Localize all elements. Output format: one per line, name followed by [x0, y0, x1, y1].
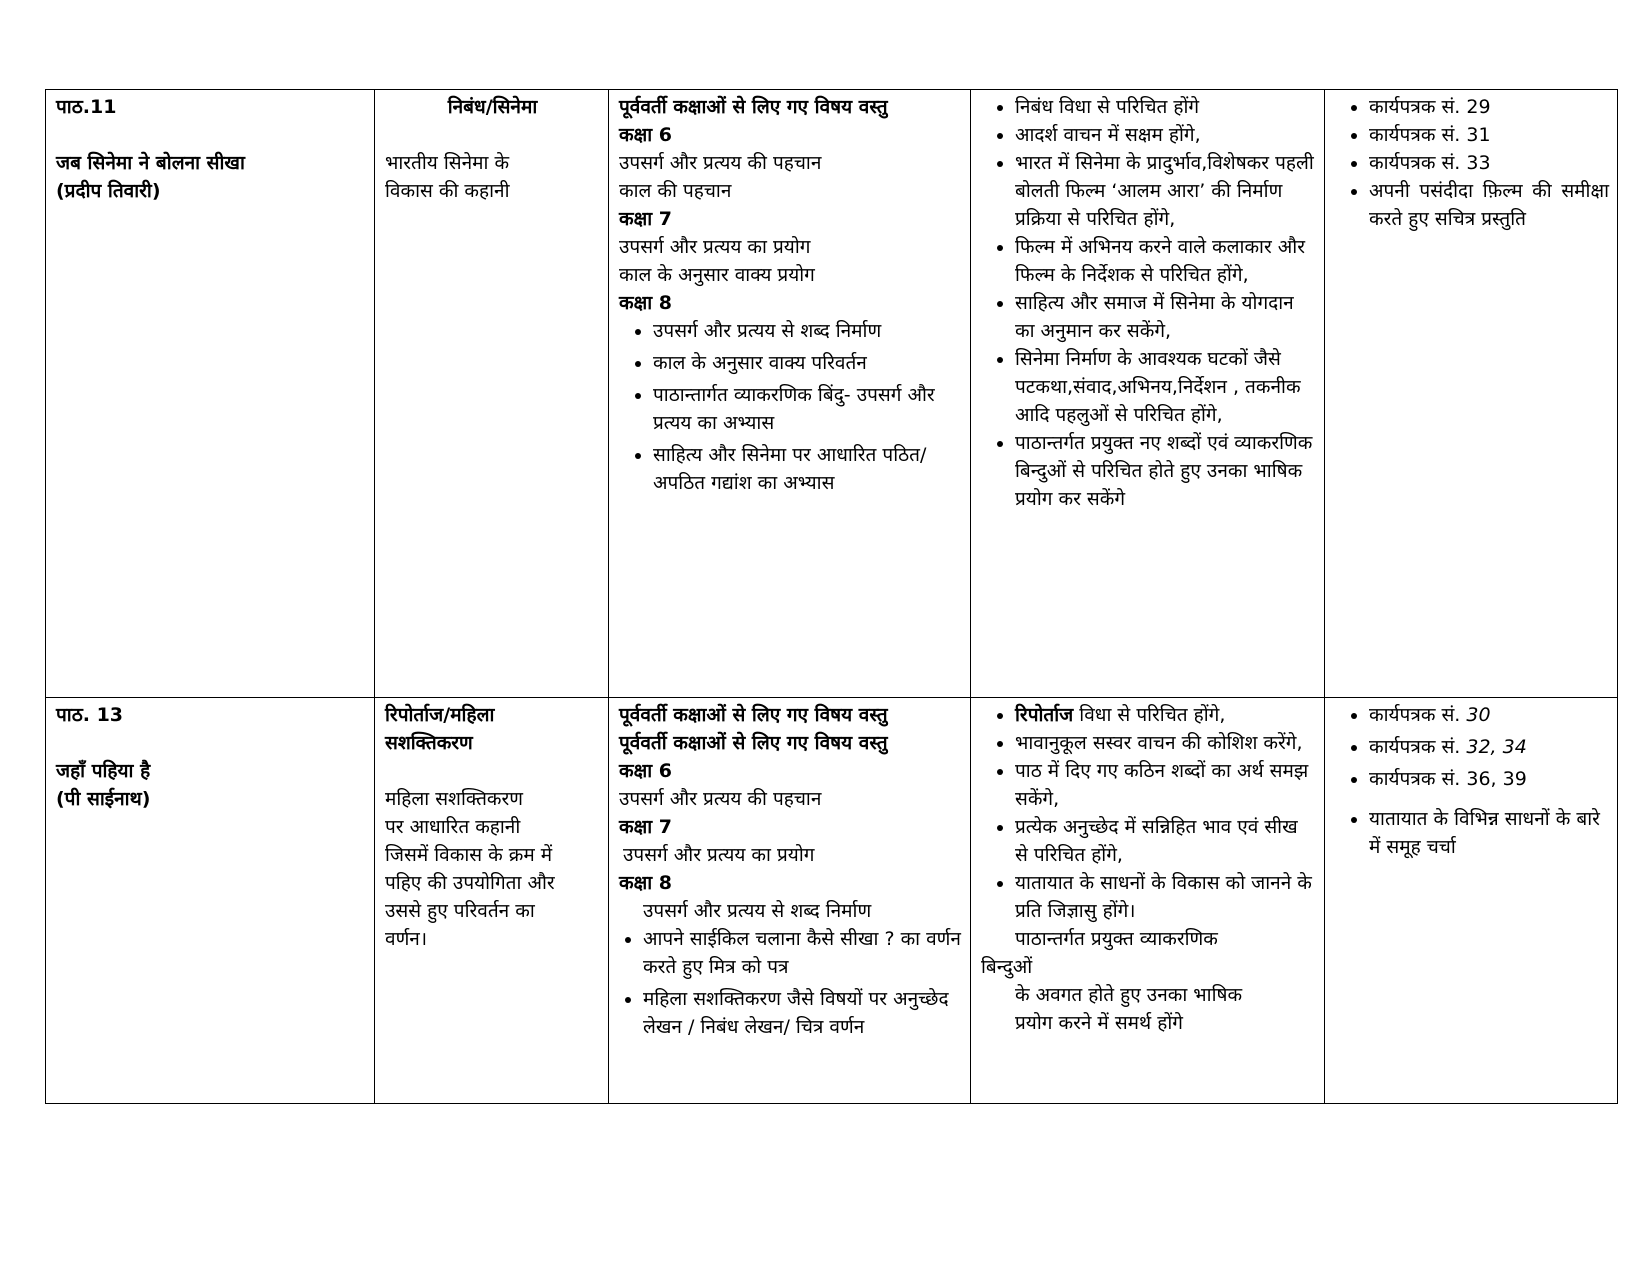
- list-item: • पाठ में दिए गए कठिन शब्दों का अर्थ समझ सकेंगे,: [1015, 757, 1316, 813]
- class-7-label: कक्षा 7: [619, 816, 672, 838]
- list-item: • कार्यपत्रक सं. 31: [1369, 121, 1609, 149]
- genre-name: रिपोर्ताज: [1015, 704, 1074, 726]
- outcome-tail-line: के अवगत होते हुए उनका भाषिक: [1015, 984, 1243, 1006]
- list-item: • फिल्म में अभिनय करने वाले कलाकार और फिल्म के निर्देशक से परिचित होंगे,: [1015, 233, 1316, 289]
- lesson-cell: [46, 90, 375, 698]
- content-item: उपसर्ग और प्रत्यय का प्रयोग: [619, 236, 811, 258]
- class-8-label: कक्षा 8: [619, 292, 672, 314]
- list-item: • यातायात के साधनों के विकास को जानने के प्रति जिज्ञासु होंगे।: [1015, 869, 1316, 925]
- list-item: • कार्यपत्रक सं. 29: [1369, 93, 1609, 121]
- genre-description-line: जिसमें विकास के क्रम में: [385, 844, 553, 866]
- table-row: [46, 90, 1618, 698]
- list-item: • निबंध विधा से परिचित होंगे: [1015, 93, 1316, 121]
- content-heading: पूर्ववर्ती कक्षाओं से लिए गए विषय वस्तु: [619, 704, 888, 726]
- lesson-author: (पी साईनाथ): [56, 788, 151, 810]
- outcome-tail-line: बिन्दुओं: [981, 956, 1033, 978]
- content-cell: [609, 698, 971, 1104]
- content-item: उपसर्ग और प्रत्यय की पहचान: [619, 152, 822, 174]
- list-item: • कार्यपत्रक सं. 33: [1369, 149, 1609, 177]
- class-8-list: [619, 925, 962, 1041]
- genre-description-line: भारतीय सिनेमा के: [385, 152, 510, 174]
- list-item: • सिनेमा निर्माण के आवश्यक घटकों जैसे पटकथा,संवाद,अभिनय,निर्देशन , तकनीक आदि पहलुओं से परिचित होंगे,: [1015, 345, 1316, 429]
- list-item: • यातायात के विभिन्न साधनों के बारे में समूह चर्चा: [1369, 805, 1609, 861]
- class-7-label: कक्षा 7: [619, 208, 672, 230]
- lesson-title: जहाँ पहिया है: [56, 760, 151, 782]
- content-cell: [609, 90, 971, 698]
- list-item: • कार्यपत्रक सं. 36, 39: [1369, 765, 1609, 793]
- activity-text: कार्यपत्रक सं.: [1369, 736, 1467, 758]
- table-row: [46, 698, 1618, 1104]
- content-item: काल के अनुसार वाक्य प्रयोग: [619, 264, 815, 286]
- lesson-plan-table: [45, 89, 1618, 1104]
- lesson-cell: [46, 698, 375, 1104]
- class-8-list: [619, 317, 962, 497]
- class-6-label: कक्षा 6: [619, 124, 672, 146]
- genre-description-line: पर आधारित कहानी: [385, 816, 521, 838]
- list-item: • पाठान्तार्गत व्याकरणिक बिंदु- उपसर्ग और प्रत्यय का अभ्यास: [653, 381, 962, 437]
- class-6-label: कक्षा 6: [619, 760, 672, 782]
- lesson-author: (प्रदीप तिवारी): [56, 180, 161, 202]
- genre-label: निबंध/सिनेमा: [447, 96, 538, 118]
- list-item: • अपनी पसंदीदा फ़िल्म की समीक्षा करते हुए सचित्र प्रस्तुति: [1369, 177, 1609, 233]
- list-item: • भावानुकूल सस्वर वाचन की कोशिश करेंगे,: [1015, 729, 1316, 757]
- lesson-number: पाठ. 13: [56, 704, 124, 726]
- genre-description-line: महिला सशक्तिकरण: [385, 788, 524, 810]
- outcomes-cell: [971, 698, 1325, 1104]
- list-item: [1369, 733, 1609, 761]
- content-heading: पूर्ववर्ती कक्षाओं से लिए गए विषय वस्तु: [619, 732, 888, 754]
- worksheet-number: 30: [1466, 704, 1491, 726]
- list-item: • महिला सशक्तिकरण जैसे विषयों पर अनुच्छेद लेखन / निबंध लेखन/ चित्र वर्णन: [643, 985, 962, 1041]
- list-item: • पाठान्तर्गत प्रयुक्त नए शब्दों एवं व्याकरणिक बिन्दुओं से परिचित होते हुए उनका भाषिक प्रयोग कर सकेंगे: [1015, 429, 1316, 513]
- genre-cell: [375, 698, 609, 1104]
- content-item: उपसर्ग और प्रत्यय से शब्द निर्माण: [643, 900, 872, 922]
- genre-description-line: उससे हुए परिवर्तन का: [385, 900, 535, 922]
- list-item: • साहित्य और सिनेमा पर आधारित पठित/अपठित गद्यांश का अभ्यास: [653, 441, 962, 497]
- outcomes-list: [981, 701, 1316, 925]
- class-8-label: कक्षा 8: [619, 872, 672, 894]
- genre-label: रिपोर्ताज/महिला: [385, 704, 495, 726]
- outcomes-list: [981, 93, 1316, 513]
- list-item: • भारत में सिनेमा के प्रादुर्भाव,विशेषकर पहली बोलती फिल्म ‘आलम आरा’ की निर्माण प्रक्रिया से परिचित होंगे,: [1015, 149, 1316, 233]
- activities-cell: [1325, 698, 1618, 1104]
- activity-text: कार्यपत्रक सं.: [1369, 704, 1467, 726]
- content-item: उपसर्ग और प्रत्यय की पहचान: [619, 788, 822, 810]
- activities-list: [1335, 701, 1609, 861]
- outcome-text: विधा से परिचित होंगे,: [1073, 704, 1226, 726]
- outcome-tail-line: प्रयोग करने में समर्थ होंगे: [1015, 1012, 1183, 1034]
- list-item: • साहित्य और समाज में सिनेमा के योगदान का अनुमान कर सकेंगे,: [1015, 289, 1316, 345]
- list-item: • उपसर्ग और प्रत्यय से शब्द निर्माण: [653, 317, 962, 345]
- lesson-number: पाठ.11: [56, 96, 117, 118]
- outcomes-cell: [971, 90, 1325, 698]
- content-item: उपसर्ग और प्रत्यय का प्रयोग: [623, 844, 815, 866]
- activities-cell: [1325, 90, 1618, 698]
- content-item: काल की पहचान: [619, 180, 732, 202]
- genre-description-line: पहिए की उपयोगिता और: [385, 872, 555, 894]
- activities-list: [1335, 93, 1609, 233]
- lesson-title: जब सिनेमा ने बोलना सीखा: [56, 152, 245, 174]
- list-item: [1369, 701, 1609, 729]
- list-item: [1015, 701, 1316, 729]
- list-item: • आदर्श वाचन में सक्षम होंगे,: [1015, 121, 1316, 149]
- outcome-tail-line: पाठान्तर्गत प्रयुक्त व्याकरणिक: [1015, 928, 1218, 950]
- content-heading: पूर्ववर्ती कक्षाओं से लिए गए विषय वस्तु: [619, 96, 888, 118]
- genre-label: सशक्तिकरण: [385, 732, 473, 754]
- list-item: • आपने साईकिल चलाना कैसे सीखा ? का वर्णन करते हुए मित्र को पत्र: [643, 925, 962, 981]
- genre-cell: [375, 90, 609, 698]
- worksheet-number: 32, 34: [1466, 736, 1527, 758]
- genre-description-line: विकास की कहानी: [385, 180, 510, 202]
- list-item: • काल के अनुसार वाक्य परिवर्तन: [653, 349, 962, 377]
- genre-description-line: वर्णन।: [385, 928, 428, 950]
- list-item: • प्रत्येक अनुच्छेद में सन्निहित भाव एवं सीख से परिचित होंगे,: [1015, 813, 1316, 869]
